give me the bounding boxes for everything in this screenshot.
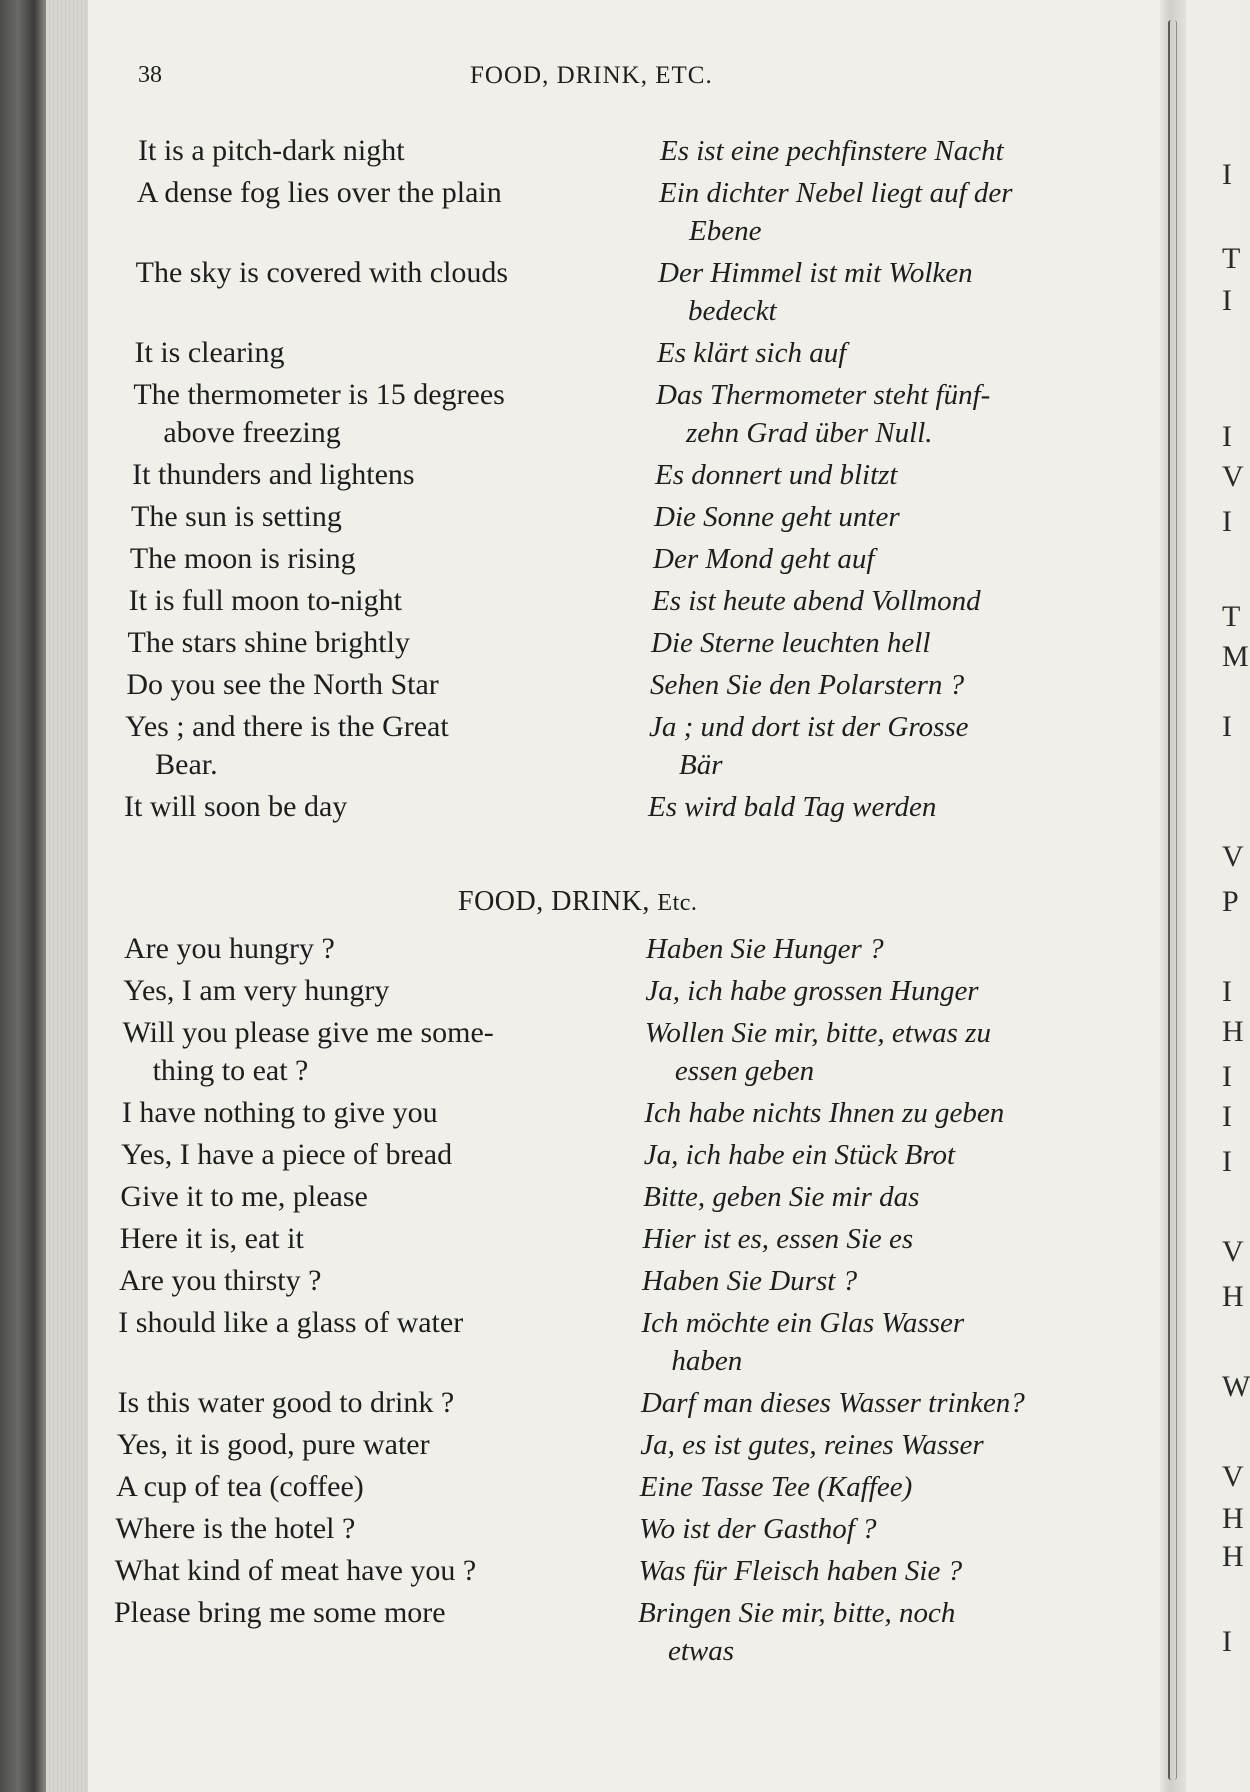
german-phrase: Bitte, geben Sie mir das — [643, 1181, 920, 1213]
english-phrase: thing to eat ? — [152, 1054, 309, 1087]
german-phrase: Ja ; und dort ist der Grosse — [649, 711, 969, 743]
facing-page-letter: I — [1222, 1625, 1232, 1658]
facing-page-letter: T — [1222, 600, 1241, 633]
german-phrase: Bringen Sie mir, bitte, noch — [638, 1597, 956, 1629]
english-phrase: I should like a glass of water — [118, 1306, 464, 1339]
english-phrase: Yes, it is good, pure water — [116, 1428, 430, 1461]
english-phrase: Give it to me, please — [120, 1180, 368, 1213]
english-phrase: Here it is, eat it — [119, 1222, 304, 1255]
german-phrase: bedeckt — [688, 295, 777, 327]
german-phrase: Wollen Sie mir, bitte, etwas zu — [644, 1017, 991, 1049]
german-phrase: Ebene — [689, 215, 762, 247]
german-phrase: Haben Sie Hunger ? — [646, 933, 884, 965]
english-phrase: What kind of meat have you ? — [114, 1554, 477, 1587]
german-phrase: Der Mond geht auf — [653, 543, 875, 575]
facing-page-letter: I — [1222, 710, 1232, 743]
facing-page-letter: V — [1222, 460, 1244, 493]
german-phrase: essen geben — [674, 1055, 815, 1087]
english-phrase: A cup of tea (coffee) — [116, 1470, 364, 1503]
page-header — [0, 62, 1240, 102]
facing-page-letter: I — [1222, 975, 1232, 1008]
german-phrase: Ein dichter Nebel liegt auf der — [659, 177, 1013, 209]
german-phrase: Ja, ich habe ein Stück Brot — [643, 1139, 956, 1171]
section-heading-etc: Etc. — [657, 890, 698, 916]
facing-page-letter: T — [1222, 242, 1241, 275]
german-phrase: Es ist heute abend Vollmond — [652, 585, 981, 617]
facing-page-letter: I — [1222, 505, 1232, 538]
english-phrase: The stars shine brightly — [127, 626, 410, 659]
english-phrase: The moon is rising — [129, 542, 356, 575]
facing-page-letter: I — [1222, 1145, 1232, 1178]
facing-page-letter: M — [1222, 640, 1249, 673]
running-head: FOOD, DRINK, ETC. — [470, 62, 713, 89]
english-phrase: Yes ; and there is the Great — [125, 710, 449, 743]
german-phrase: Ich möchte ein Glas Wasser — [641, 1307, 965, 1339]
german-phrase: zehn Grad über Null. — [686, 417, 933, 449]
english-phrase: It is clearing — [134, 336, 285, 369]
english-phrase: It will soon be day — [124, 790, 348, 823]
german-phrase: Was für Fleisch haben Sie ? — [638, 1555, 963, 1587]
german-phrase: Es ist eine pechfinstere Nacht — [660, 135, 1004, 167]
facing-page-letter: I — [1222, 420, 1232, 453]
facing-page-letter: I — [1222, 1100, 1232, 1133]
facing-page-letter: H — [1222, 1540, 1244, 1573]
german-phrase: Es donnert und blitzt — [655, 459, 898, 491]
english-phrase: Are you thirsty ? — [119, 1264, 322, 1297]
english-phrase: I have nothing to give you — [121, 1096, 438, 1129]
english-phrase: Will you please give me some- — [122, 1016, 494, 1049]
facing-page-letter: W — [1222, 1370, 1250, 1403]
english-phrase: It is a pitch-dark night — [138, 134, 405, 167]
german-phrase: Es klärt sich auf — [657, 337, 847, 369]
binding-thread — [1168, 20, 1177, 1780]
german-phrase: Die Sonne geht unter — [654, 501, 900, 533]
german-phrase: Es wird bald Tag werden — [648, 791, 937, 823]
section-heading — [458, 886, 697, 918]
english-phrase: It is full moon to-night — [128, 584, 402, 617]
german-phrase: Bär — [679, 749, 723, 781]
german-phrase: Sehen Sie den Polarstern ? — [650, 669, 965, 701]
page-number: 38 — [138, 62, 162, 88]
german-phrase: Wo ist der Gasthof ? — [639, 1513, 877, 1545]
german-phrase: Ja, es ist gutes, reines Wasser — [640, 1429, 984, 1461]
german-phrase: Eine Tasse Tee (Kaffee) — [639, 1471, 913, 1503]
english-phrase: above freezing — [163, 416, 341, 449]
facing-page-letter: H — [1222, 1280, 1244, 1313]
english-phrase: Where is the hotel ? — [115, 1512, 356, 1545]
facing-page-letter: P — [1222, 885, 1239, 918]
english-phrase: The sun is setting — [131, 500, 342, 533]
facing-page-letter: I — [1222, 284, 1232, 317]
english-phrase: Is this water good to drink ? — [117, 1386, 455, 1419]
english-phrase: Are you hungry ? — [124, 932, 335, 965]
german-phrase: Ich habe nichts Ihnen zu geben — [644, 1097, 1005, 1129]
german-phrase: Das Thermometer steht fünf- — [656, 379, 991, 411]
german-phrase: Der Himmel ist mit Wolken — [658, 257, 973, 289]
german-phrase: haben — [671, 1345, 743, 1377]
english-phrase: Do you see the North Star — [126, 668, 439, 701]
english-phrase: Yes, I am very hungry — [123, 974, 390, 1007]
facing-page-letter: V — [1222, 1235, 1244, 1268]
facing-page-letter: I — [1222, 1060, 1232, 1093]
section-heading-main: FOOD, DRINK, — [458, 886, 658, 917]
page-edges — [46, 0, 88, 1792]
facing-page-letter: V — [1222, 1460, 1244, 1493]
english-phrase: The sky is covered with clouds — [135, 256, 509, 289]
german-phrase: Darf man dieses Wasser trinken? — [640, 1387, 1025, 1419]
facing-page-letter: V — [1222, 840, 1244, 873]
facing-page-letter: I — [1222, 158, 1232, 191]
facing-page-letter: H — [1222, 1502, 1244, 1535]
german-phrase: Haben Sie Durst ? — [642, 1265, 858, 1297]
english-phrase: Yes, I have a piece of bread — [121, 1138, 453, 1171]
german-phrase: Die Sterne leuchten hell — [651, 627, 931, 659]
english-phrase: A dense fog lies over the plain — [136, 176, 502, 209]
english-phrase: The thermometer is 15 degrees — [133, 378, 505, 411]
book-spine — [0, 0, 46, 1792]
english-phrase: It thunders and lightens — [132, 458, 415, 491]
english-phrase: Please bring me some more — [114, 1596, 446, 1629]
german-phrase: Hier ist es, essen Sie es — [642, 1223, 914, 1255]
facing-page-letter: H — [1222, 1015, 1244, 1048]
english-phrase: Bear. — [155, 748, 218, 781]
german-phrase: etwas — [668, 1635, 735, 1667]
german-phrase: Ja, ich habe grossen Hunger — [645, 975, 979, 1007]
